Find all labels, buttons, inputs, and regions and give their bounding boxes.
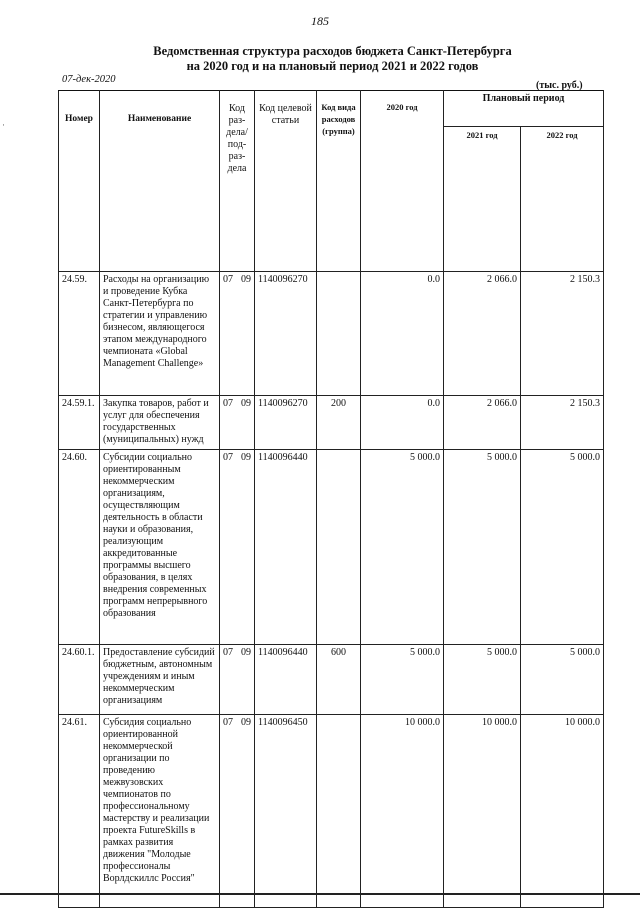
row-2022: 2 150.3	[521, 272, 604, 396]
header-number: Номер	[59, 91, 100, 178]
row-section: 07 09	[220, 715, 255, 908]
row-2021: 2 066.0	[444, 396, 521, 450]
row-target: 1140096440	[255, 645, 317, 715]
row-2021: 5 000.0	[444, 450, 521, 645]
header-name: Наименование	[100, 91, 220, 178]
row-name: Предоставление субсидий бюджетным, автономным учреждениям и иным некоммерческим организациям	[100, 645, 220, 715]
row-target: 1140096270	[255, 396, 317, 450]
row-2021: 2 066.0	[444, 272, 521, 396]
row-type: 200	[317, 396, 361, 450]
bottom-rule	[0, 893, 640, 895]
header-target: Код целевой статьи	[255, 91, 317, 178]
units-label: (тыс. руб.)	[536, 80, 583, 91]
row-number: 24.59.1.	[59, 396, 100, 450]
row-section: 07 09	[220, 645, 255, 715]
header-planned-period: Плановый период	[444, 91, 604, 127]
row-2022: 5 000.0	[521, 645, 604, 715]
header-2020: 2020 год	[361, 91, 444, 178]
row-number: 24.60.1.	[59, 645, 100, 715]
row-2022: 2 150.3	[521, 396, 604, 450]
row-2020: 5 000.0	[361, 645, 444, 715]
row-2022: 10 000.0	[521, 715, 604, 908]
row-2020: 10 000.0	[361, 715, 444, 908]
row-name: Закупка товаров, работ и услуг для обеспечения государственных (муниципальных) нужд	[100, 396, 220, 450]
row-section: 07 09	[220, 450, 255, 645]
row-name: Расходы на организацию и проведение Кубка Санкт-Петербурга по стратегии и управлению бизнесом, являющегося этапом международного чемпионата «Global Management Challenge»	[100, 272, 220, 396]
row-type	[317, 715, 361, 908]
header-2022: 2022 год	[521, 127, 604, 178]
margin-mark: ·	[2, 120, 5, 130]
row-2020: 5 000.0	[361, 450, 444, 645]
row-2020: 0.0	[361, 272, 444, 396]
row-target: 1140096270	[255, 272, 317, 396]
table-row	[59, 450, 604, 645]
row-type: 600	[317, 645, 361, 715]
document-date: 07-дек-2020	[62, 74, 116, 85]
header-section: Код раз-дела/ под-раз-дела	[220, 91, 255, 178]
budget-table	[58, 90, 604, 908]
title-line-2: на 2020 год и на плановый период 2021 и 2022 годов	[186, 59, 479, 73]
row-type	[317, 272, 361, 396]
row-number: 24.60.	[59, 450, 100, 645]
row-section: 07 09	[220, 272, 255, 396]
row-2022: 5 000.0	[521, 450, 604, 645]
row-2020: 0.0	[361, 396, 444, 450]
page-number: 185	[311, 14, 329, 28]
row-2021: 5 000.0	[444, 645, 521, 715]
header-2021: 2021 год	[444, 127, 521, 178]
row-type	[317, 450, 361, 645]
title-line-1: Ведомственная структура расходов бюджета Санкт-Петербурга	[153, 44, 512, 58]
row-2021: 10 000.0	[444, 715, 521, 908]
row-number: 24.61.	[59, 715, 100, 908]
table-row	[59, 715, 604, 908]
row-section: 07 09	[220, 396, 255, 450]
row-name: Субсидии социально ориентированным некоммерческим организациям, осуществляющим деятельность в области науки и образования, реализующим аккредитованные программы высшего образования, в целях внедрения современных программ непрерывного образования	[100, 450, 220, 645]
row-target: 1140096440	[255, 450, 317, 645]
header-type: Код вида расходов (группа)	[317, 91, 361, 178]
row-name: Субсидия социально ориентированной некоммерческой организации по проведению межвузовских чемпионатов по профессиональному мастерству и реализации проекта FutureSkills в рамках развития движения "Молодые профессионалы Ворлдскиллс Россия"	[100, 715, 220, 908]
table-row	[59, 272, 604, 396]
row-target: 1140096450	[255, 715, 317, 908]
table-row	[59, 396, 604, 450]
row-number: 24.59.	[59, 272, 100, 396]
document-title	[60, 44, 605, 74]
table-row	[59, 645, 604, 715]
